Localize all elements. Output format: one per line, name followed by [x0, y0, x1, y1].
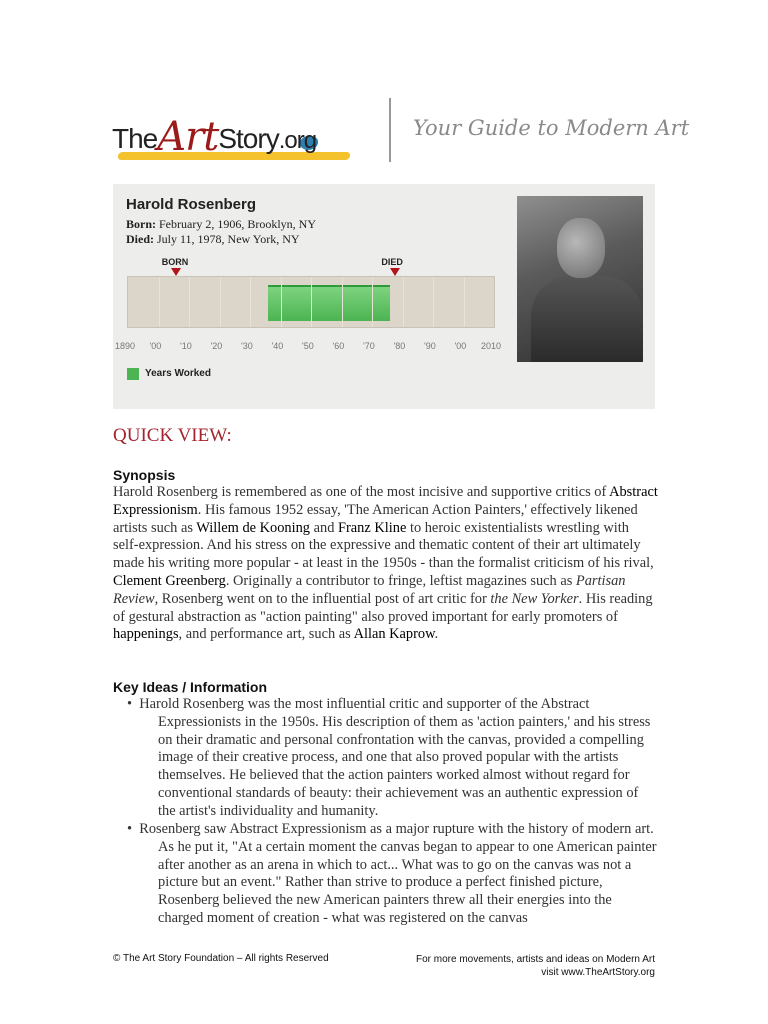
quick-view-heading: QUICK VIEW: — [113, 425, 232, 446]
born-value: February 2, 1906, Brooklyn, NY — [156, 217, 316, 231]
artist-portrait-photo — [517, 196, 643, 362]
timeline-year-label: '30 — [241, 341, 253, 351]
died-label: Died: — [126, 232, 154, 246]
timeline-year-label: '00 — [454, 341, 467, 351]
link-happenings[interactable]: happenings — [113, 626, 179, 643]
legend-label: Years Worked — [145, 368, 211, 379]
timeline-gridline — [281, 277, 282, 327]
synopsis-text: , Rosenberg went on to the influential post of art critic for — [154, 590, 491, 607]
synopsis-text: . Originally a contributor to fringe, leftist magazines such as — [225, 572, 576, 589]
timeline-gridline — [372, 277, 373, 327]
timeline-died-label: DIED — [381, 257, 403, 267]
synopsis-text: . His reading of gestural abstraction as "action painting" also proved important for early promoters of — [113, 590, 653, 625]
timeline-track — [127, 276, 495, 328]
artist-profile-card — [113, 184, 655, 409]
died-info — [126, 232, 300, 247]
synopsis-text: to heroic existentialists wrestling with self-expression. And his stress on the expressive and thematic content of their art ultimately made his writing more popular - at least in the 1950s - than the formalist criticism of his rival, — [113, 519, 654, 572]
new-yorker-title: the New Yorker — [490, 590, 579, 607]
timeline-year-label: 1890 — [115, 341, 136, 351]
partisan-review-title: Partisan Review — [113, 572, 626, 607]
key-ideas-heading: Key Ideas / Information — [113, 679, 268, 695]
footer-site-link[interactable]: visit www.TheArtStory.org — [541, 967, 655, 978]
portrait-head — [557, 218, 605, 278]
synopsis-text: . His famous 1952 essay, 'The American Action Painters,' effectively likened artists such as — [113, 501, 638, 536]
link-clement-greenberg[interactable]: Clement Greenberg — [113, 572, 226, 589]
timeline-gridline — [159, 277, 160, 327]
bullet-icon: • — [127, 821, 133, 837]
born-info — [126, 217, 316, 232]
synopsis-text: , and performance art, such as — [178, 626, 354, 643]
portrait-figure — [531, 276, 643, 362]
timeline-year-label: '10 — [180, 341, 192, 351]
synopsis-text: Harold Rosenberg is remembered as one of the most incisive and supportive critics of — [113, 484, 610, 500]
timeline-year-label: '70 — [363, 341, 375, 351]
timeline-year-label: '20 — [210, 341, 223, 351]
key-idea-item — [113, 821, 658, 928]
key-idea-item — [113, 696, 658, 821]
timeline-gridline — [220, 277, 221, 327]
logo-the: The — [112, 123, 158, 154]
timeline-gridline — [403, 277, 404, 327]
timeline-year-label: '80 — [393, 341, 406, 351]
timeline-born-label: BORN — [161, 257, 189, 267]
footer-site-promo — [416, 953, 655, 979]
logo-art: Art — [157, 114, 219, 160]
synopsis-paragraph — [113, 484, 658, 644]
header-divider — [389, 98, 391, 162]
artist-name: Harold Rosenberg — [126, 196, 257, 213]
timeline-year-label: '50 — [302, 341, 314, 351]
born-label: Born: — [126, 217, 156, 231]
born-marker-icon — [171, 268, 181, 276]
timeline-year-label: '00 — [149, 341, 162, 351]
key-idea-text: Harold Rosenberg was the most influential critic and supporter of the Abstract Expressionists in the 1950s. His description of them as 'action painters,' and his stress on their dramatic and personal confrontation with the canvas, provided a compelling image of their creative process, and one that also proved popular with the artists themselves. He believed that the action painters worked almost without regard for conventional standards of beauty: their achievement was an authentic expression of the artist's individuality and humanity. — [139, 696, 651, 819]
timeline-year-label: '60 — [332, 341, 345, 351]
synopsis-heading: Synopsis — [113, 467, 176, 483]
link-abstract-expressionism[interactable]: Abstract Expressionism — [113, 484, 658, 518]
timeline-gridline — [464, 277, 465, 327]
timeline-gridline — [342, 277, 343, 327]
logo-org: .org — [278, 127, 317, 154]
logo-story: Story — [218, 123, 279, 154]
key-idea-text: Rosenberg saw Abstract Expressionism as a major rupture with the history of modern art. As he put it, "At a certain moment the canvas began to appear to one American painter after another as an arena in which to act... What was to go on the canvas was not a picture but an event." Rather than strive to produce a perfect finished picture, Rosenberg believed the new American painters threw all their energies into the charged moment of creation - what was registered on the canvas — [139, 821, 657, 926]
site-logo[interactable] — [112, 92, 372, 172]
link-willem-de-kooning[interactable]: Willem de Kooning — [196, 519, 311, 536]
site-tagline: Your Guide to Modern Art — [413, 116, 690, 140]
timeline-gridline — [311, 277, 312, 327]
timeline-gridline — [433, 277, 434, 327]
footer-copyright: © The Art Story Foundation – All rights Reserved — [113, 953, 329, 964]
timeline-year-label: '90 — [424, 341, 436, 351]
logo-wordmark — [112, 112, 316, 158]
timeline-year-label: '40 — [271, 341, 284, 351]
footer-promo-line: For more movements, artists and ideas on Modern Art — [416, 954, 655, 965]
synopsis-text: and — [310, 519, 338, 536]
synopsis-text: . — [434, 626, 439, 643]
link-allan-kaprow[interactable]: Allan Kaprow — [353, 626, 435, 643]
timeline-year-label: 2010 — [481, 341, 502, 351]
died-value: July 11, 1978, New York, NY — [154, 232, 300, 246]
bullet-icon: • — [127, 696, 133, 712]
died-marker-icon — [390, 268, 400, 276]
link-franz-kline[interactable]: Franz Kline — [338, 519, 407, 536]
legend-swatch — [127, 368, 139, 380]
timeline-gridline — [250, 277, 251, 327]
timeline-gridline — [189, 277, 190, 327]
